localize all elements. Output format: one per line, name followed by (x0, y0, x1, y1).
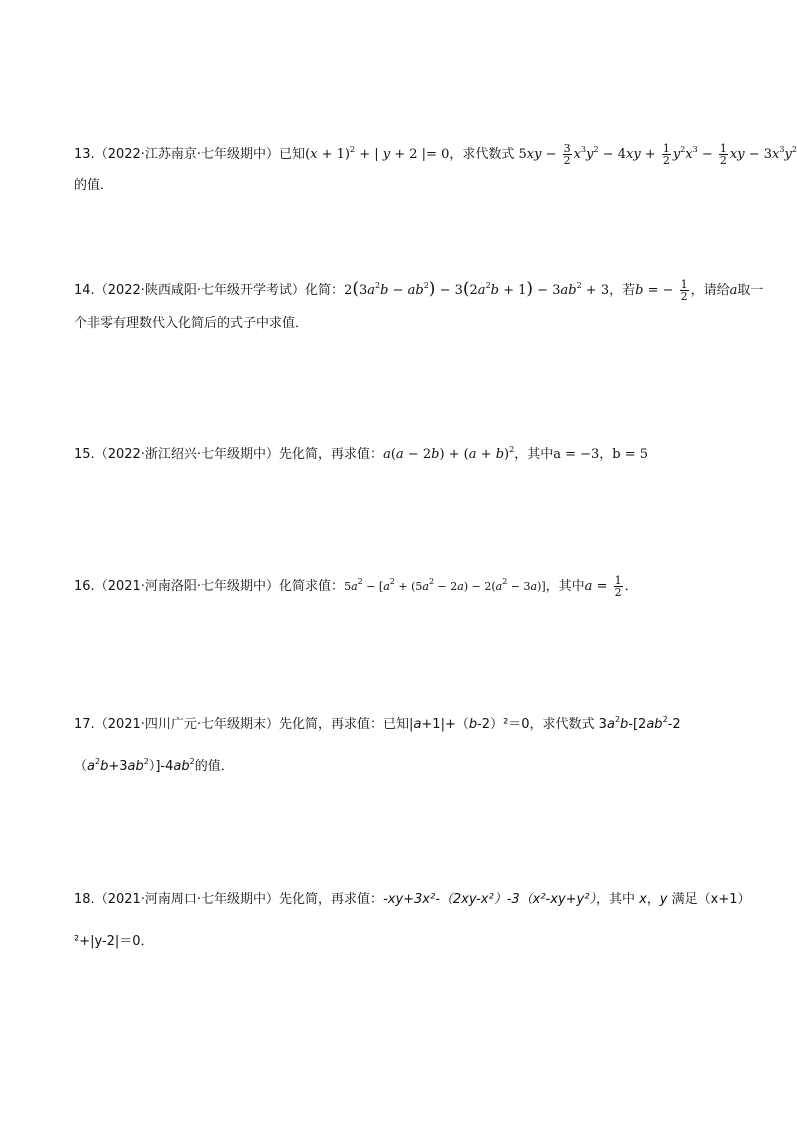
problem-number: 17. (74, 717, 95, 732)
problem-14-line-1: 14.（2022·陕西咸阳·七年级开学考试）化简：$2(3a^2b - ab^2) - 3(2a^2b + 1) - 3ab^2 + 3$，若b = − $\frac{1}{2}$ ，请给a取一 (74, 278, 764, 303)
b-value: b = 5 (612, 447, 649, 462)
problem-source: （2022·陕西咸阳·七年级开学考试） (94, 283, 306, 298)
a-value: a = −3 (553, 447, 600, 462)
problem-number: 15. (74, 447, 95, 462)
algebraic-expression: 5xy − $\frac{3}{2}$ $x^3y^2 - 4xy$ + $\frac{1}{2}$ $y^2x^3$ − $\frac{1}{2}$ xy − $3x^3y^2$ (514, 142, 797, 167)
problem-number: 13. (74, 147, 95, 162)
problem-source: （2021·河南周口·七年级期中） (94, 892, 280, 907)
problem-18-line-2: ²+|y-2|＝0． (74, 934, 154, 949)
simplify-expression: $a(a - 2b) + (a + b)^2$ (383, 445, 515, 462)
problem-13-line-2: 的值． (74, 178, 114, 193)
problem-17-line-2: $(a^2b+3ab^2)]-4ab^2$的值． (74, 757, 234, 774)
problem-14-line-2: 个非零有理数代入化简后的式子中求值． (74, 316, 309, 331)
problem-16-line-1: 16.（2021·河南洛阳·七年级期中）化简求值：$5a^2 - [a^2 + (5a^2 - 2a) - 2(a^2 - 3a)]$，其中a = $\frac{1}{2}$ ． (74, 574, 638, 599)
simplify-expression: -xy+3x²-（2xy-x²）-3（x²-xy+y²） (383, 892, 596, 907)
problem-number: 18. (74, 892, 95, 907)
problem-15-line-1: 15.（2022·浙江绍兴·七年级期中）先化简，再求值：$a(a - 2b) + (a + b)^2$，其中a = −3，b = 5 (74, 445, 649, 462)
condition-expression: $(x + 1)^2$ + | y + 2 |= 0 (305, 145, 450, 162)
b-value: b = − $\frac{1}{2}$ (635, 278, 688, 303)
simplify-expression: $5a^2 - [a^2 + (5a^2 - 2a) - 2(a^2 - 3a)]$ (344, 577, 546, 593)
problem-18-line-1: 18.（2021·河南周口·七年级期中）先化简，再求值：-xy+3x²-（2xy-x²）-3（x²-xy+y²），其中 x，y 满足（x+1） (74, 892, 751, 907)
problem-source: （2022·江苏南京·七年级期中） (94, 147, 280, 162)
problem-source: （2021·四川广元·七年级期末） (94, 717, 280, 732)
problem-source: （2021·河南洛阳·七年级期中） (94, 579, 280, 594)
problem-13-line-1: 13.（2022·江苏南京·七年级期中）已知$(x + 1)^2$ + | y + 2 |= 0，求代数式 5xy − $\frac{3}{2}$ $x^3y^2 - 4xy$ + $\frac{1}{2}$ $y^2x^3$ − $\frac{1}{2}$ xy − $3x^3y^2$ (74, 142, 797, 167)
problem-number: 16. (74, 579, 95, 594)
a-value: a = $\frac{1}{2}$ (584, 574, 622, 599)
problem-17-line-1: 17.（2021·四川广元·七年级期末）先化简，再求值：已知|a+1|+（b-2）²＝0，求代数式 $3a^2b-[2ab^2-2$ (74, 715, 681, 732)
simplify-expression: $2(3a^2b - ab^2) - 3(2a^2b + 1) - 3ab^2 + 3$ (344, 279, 610, 299)
problem-source: （2022·浙江绍兴·七年级期中） (94, 447, 280, 462)
problem-number: 14. (74, 283, 95, 298)
